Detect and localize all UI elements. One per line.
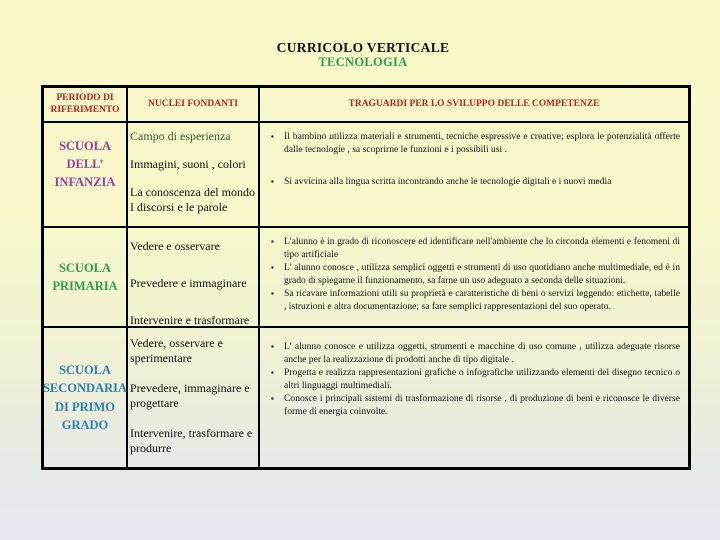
nucleo-item: Campo di esperienza: [130, 129, 231, 143]
nucleo-item: La conoscenza del mondo: [130, 185, 255, 199]
traguardo-text: L’ alunno conosce e utilizza oggetti, strumenti e macchine di uso comune , utilizza adeguate risorse anche per la realizzazione di prodotti anche di tipo digitale .: [284, 341, 680, 365]
periodo-line: SCUOLA: [58, 139, 112, 153]
row-primaria-traguardi: [260, 228, 688, 328]
nucleo-item: Vedere, osservare e sperimentare: [130, 336, 223, 365]
page-subtitle: TECNOLOGIA: [318, 54, 408, 69]
periodo-line: PRIMARIA: [52, 279, 118, 293]
traguardo-text: L'alunno è in grado di riconoscere ed identificare nell'ambiente che lo circonda elementi e fenomeni di tipo artificiale: [284, 236, 680, 260]
traguardo-text: Il bambino utilizza materiali e strumenti, tecniche espressive e creative; esplora le potenzialità offerte dalle tecnologie , sa scoprirne le funzioni e i possibili usi .: [284, 131, 680, 155]
nucleo-item: Intervenire e trasformare: [130, 313, 250, 327]
bullet-square-icon: ▪: [271, 132, 274, 141]
nucleo-item: Immagini, suoni , colori: [130, 157, 246, 171]
nucleo-item: Intervenire, trasformare e produrre: [130, 426, 253, 455]
periodo-line: DELL’: [66, 157, 104, 172]
bullet-square-icon: ▪: [271, 263, 274, 272]
traguardo-item: [268, 392, 680, 418]
periodo-line: INFANZIA: [54, 175, 116, 190]
traguardo-text: Si avvicina alla lingua scritta incontrando anche le tecnologie digitali e i nuovi media: [284, 176, 612, 187]
row-secondaria-nuclei: [128, 328, 260, 467]
row-infanzia-traguardi: [260, 123, 688, 228]
traguardo-item: [268, 235, 680, 261]
row-infanzia-nuclei: [128, 123, 260, 228]
header-nuclei-fondanti: NUCLEI FONDANTI: [128, 88, 260, 123]
periodo-line: GRADO: [61, 417, 109, 432]
header-traguardi: TRAGUARDI PER LO SVILUPPO DELLE COMPETENZE: [260, 88, 688, 123]
row-infanzia-periodo: [44, 123, 128, 228]
nucleo-item: Prevedere e immaginare: [130, 276, 247, 290]
traguardo-item: [268, 130, 680, 156]
traguardo-item: [268, 366, 680, 392]
nucleo-item: I discorsi e le parole: [130, 200, 228, 214]
periodo-line: SECONDARIA: [42, 381, 128, 396]
traguardo-text: Progetta e realizza rappresentazioni grafiche o infografiche utilizzando elementi del disegno tecnico o altri linguaggi multimediali.: [284, 367, 680, 391]
traguardo-item: [268, 261, 680, 287]
header-periodo-di-riferimento: PERIODO DI RIFERIMENTO: [44, 88, 128, 123]
traguardo-text: Sa ricavare informazioni utili su proprietà e caratteristiche di beni o servizi leggendo: etichette, tabelle , istruzioni e altra documentazione; sa fare semplici rappresentazioni del suo operato.: [284, 288, 680, 312]
bullet-square-icon: ▪: [271, 368, 274, 377]
traguardo-text: Conosce i principali sistemi di trasformazione di risorse , di produzione di beni e riconosce le diverse forme di energia coinvolte.: [284, 393, 680, 417]
title-block: [0, 41, 720, 70]
traguardo-item: [268, 287, 680, 313]
periodo-line: DI PRIMO: [54, 399, 116, 414]
periodo-line: SCUOLA: [58, 260, 112, 275]
bullet-square-icon: ▪: [271, 394, 274, 403]
curriculum-table: [41, 85, 691, 470]
periodo-line: SCUOLA: [58, 363, 112, 378]
nucleo-item: Vedere e osservare: [130, 239, 220, 253]
nucleo-item: Prevedere, immaginare e progettare: [130, 381, 250, 410]
row-primaria-nuclei: [128, 228, 260, 328]
traguardo-text: L’ alunno conosce , utilizza semplici oggetti e strumenti di uso quotidiano anche multimediale, ed è in grado di spiegarne il funzionamento, sa farne un uso adeguato a seconda delle situazioni.: [284, 262, 680, 286]
bullet-square-icon: ▪: [271, 177, 274, 186]
traguardo-item: [268, 175, 680, 188]
row-secondaria-periodo: [44, 328, 128, 467]
page-title: CURRICOLO VERTICALE: [276, 40, 450, 55]
row-secondaria-traguardi: [260, 328, 688, 467]
bullet-square-icon: ▪: [271, 289, 274, 298]
bullet-square-icon: ▪: [271, 342, 274, 351]
row-primaria-periodo: [44, 228, 128, 328]
bullet-square-icon: ▪: [271, 237, 274, 246]
traguardo-item: [268, 340, 680, 366]
